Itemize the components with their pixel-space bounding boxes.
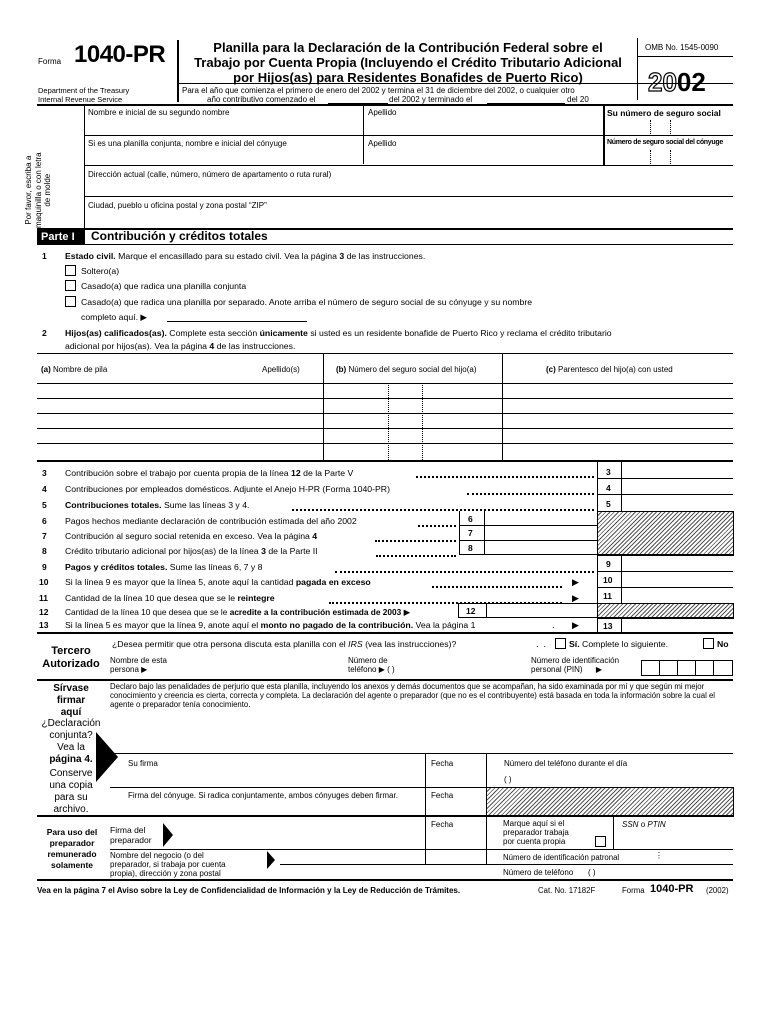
header-divider-right [637, 38, 638, 100]
designee-name-input[interactable] [185, 664, 340, 676]
spouse-full-name-label: completo aquí. ▶ [81, 312, 148, 322]
spouse-ssn-input[interactable] [607, 150, 731, 164]
joint-return-note: ¿Declaración conjunta? Vea la página 4. [41, 718, 101, 765]
filing-status-separate-label: Casado(a) que radica una planilla por separado. Anote arriba el número de seguro social de su cónyuge y su nombre [81, 297, 533, 307]
first-name-label: Nombre e inicial de su segundo nombre [88, 108, 230, 117]
child-first-name-header: (a) Nombre de pila [41, 365, 108, 374]
city-label: Ciudad, pueblo u oficina postal y zona postal “ZIP” [88, 201, 267, 210]
print-instruction-side-label: Por favor, escriba a maquinilla o con letra de molde [24, 152, 52, 228]
form-number: 1040-PR [74, 41, 166, 68]
third-party-question: ¿Desea permitir que otra persona discuta esta planilla con el IRS (vea las instrucciones)? [112, 639, 457, 649]
address-input[interactable] [88, 181, 728, 195]
child-ssn-header: (b) Número del seguro social del hijo(a) [336, 365, 477, 374]
filing-status-joint-label: Casado(a) que radica una planilla conjunta [81, 281, 247, 291]
tax-period-line1: Para el año que comienza el primero de enero del 2002 y termina el 31 de diciembre del 2002, o cualquier otro [182, 86, 575, 95]
filing-status-joint-checkbox[interactable] [65, 280, 76, 291]
form-title: Planilla para la Declaración de la Contribución Federal sobre el Trabajo por Cuenta Propia (Incluyendo el Crédito Tributario Adicional por Hijos(as) para Residentes Bonafides de Puerto Rico) [194, 40, 622, 85]
child-row [37, 413, 733, 414]
city-input[interactable] [88, 212, 728, 226]
designee-name-label: Nombre de esta persona ▶ [110, 656, 167, 674]
preparer-signature-label: Firma del preparador [110, 825, 152, 845]
forma-label: Forma [38, 57, 62, 66]
keep-copy-note: Conserve una copia para su archivo. [49, 768, 93, 815]
third-party-yes-label: Sí. Complete lo siguiente. [569, 639, 669, 649]
daytime-phone-parens: ( ) [504, 775, 512, 784]
line-6-label: Pagos hechos mediante declaración de contribución estimada del año 2002 [65, 516, 357, 526]
line-9-label: Pagos y créditos totales. Sume las líneas 6, 7 y 8 [65, 562, 263, 572]
ssn-ptin-input[interactable] [622, 833, 730, 846]
line-8-label: Crédito tributario adicional por hijos(as) de la línea 3 de la Parte II [65, 546, 318, 556]
ssn-ptin-label: SSN o PTIN [622, 820, 666, 829]
line-5-label: Contribuciones totales. Sume las líneas 3 y 4. [65, 500, 250, 510]
spouse-signature-label: Firma del cónyuge. Si radica conjuntamente, ambos cónyuges deben firmar. [128, 791, 398, 800]
preparer-arrow-icon [163, 823, 173, 847]
firm-name-label: Nombre del negocio (o del preparador, si trabaja por cuenta propia), dirección y zona postal [110, 851, 226, 878]
firm-arrow-icon [267, 851, 275, 869]
sign-arrow-icon [96, 732, 118, 782]
your-signature-label: Su firma [128, 759, 158, 768]
filing-status-separate-checkbox[interactable] [65, 296, 76, 307]
spouse-date-label: Fecha [431, 791, 454, 800]
spouse-full-name-input[interactable] [167, 310, 307, 321]
tax-period-start-label: año contributivo comenzado el [207, 95, 316, 104]
filing-status-instruction: Estado civil. Marque el encasillado para su estado civil. Vea la página 3 de las instrucciones. [65, 251, 426, 261]
daytime-phone-label: Número del teléfono durante el día [504, 759, 628, 768]
line-13-label: Si la línea 5 es mayor que la línea 9, anote aquí el monto no pagado de la contribución. Vea la página 1 [65, 620, 476, 630]
self-employed-checkbox[interactable] [595, 836, 606, 847]
address-label: Dirección actual (calle, número, número de apartamento o ruta rural) [88, 170, 332, 179]
child-row [37, 443, 733, 444]
perjury-declaration: Declaro bajo las penalidades de perjurio que esta planilla, incluyendo los anexos y demás documentos que se acompañan, ha sido examinada por mí y que según mi mejor conocimiento y creencia es cierta, correcta y completa. La declaración del agente o preparador (que no es el contribuyente) está basada en toda la información sobre la cual el agente o preparador tenía conocimiento. [110, 682, 716, 709]
ssn-input[interactable] [607, 120, 731, 134]
ssn-label: Su número de seguro social [607, 108, 721, 118]
spouse-name-label: Si es una planilla conjunta, nombre e inicial del cónyuge [88, 139, 287, 148]
footer-year: (2002) [706, 886, 729, 895]
omb-number: OMB No. 1545-0090 [645, 43, 719, 52]
line-10-label: Si la línea 9 es mayor que la línea 5, anote aquí la cantidad pagada en exceso [65, 577, 371, 587]
qualifying-children-instruction: Hijos(as) calificados(as). Complete esta sección únicamente si usted es un residente bonafide de Puerto Rico y reclama el crédito tributario [65, 328, 612, 338]
child-row [37, 398, 733, 399]
tax-period-end-year: del 20 [567, 95, 589, 104]
filing-status-single-label: Soltero(a) [81, 266, 120, 276]
privacy-notice: Vea en la página 7 el Aviso sobre la Ley de Confidencialidad de Información y la Ley de Reducción de Trámites. [37, 886, 461, 895]
spouse-last-name-label: Apellido [368, 139, 397, 148]
designee-pin-boxes[interactable] [641, 660, 733, 676]
last-name-input[interactable] [368, 118, 598, 132]
tax-year: 2002 [648, 67, 706, 97]
line-11-label: Cantidad de la línea 10 que desea que se le reintegre [65, 593, 275, 603]
third-party-designee-title: Tercero Autorizado [42, 645, 100, 670]
child-last-name-header: Apellido(s) [262, 365, 300, 374]
first-name-input[interactable] [88, 118, 358, 132]
self-employed-label: Marque aquí si el preparador trabaja por cuenta propia [503, 819, 569, 846]
department: Department of the Treasury [38, 86, 130, 95]
firm-name-input[interactable] [280, 852, 480, 864]
your-date-label: Fecha [431, 759, 454, 768]
designee-pin-label: Número de identificación personal (PIN) ▶ [531, 656, 620, 674]
line-4-label: Contribuciones por empleados domésticos. Adjunte el Anejo H-PR (Forma 1040-PR) [65, 484, 390, 494]
irs-name: Internal Revenue Service [38, 95, 123, 104]
header-divider-left [177, 40, 179, 102]
paid-preparer-title: Para uso del preparador remunerado solamente [46, 827, 98, 870]
part-1-title: Contribución y créditos totales [91, 229, 268, 243]
last-name-label: Apellido [368, 108, 397, 117]
ein-label: Número de identificación patronal [503, 853, 620, 862]
preparer-date-label: Fecha [431, 820, 454, 829]
line-7-label: Contribución al seguro social retenida en exceso. Vea la página 4 [65, 531, 318, 541]
your-signature-input[interactable] [128, 770, 418, 784]
your-date-input[interactable] [431, 770, 481, 784]
preparer-phone-label: Número de teléfono [503, 868, 574, 877]
part-1-badge: Parte I [37, 230, 85, 244]
qualifying-children-instruction-2: adicional por hijos(as). Vea la página 4 de las instrucciones. [65, 341, 296, 351]
line-12-label: Cantidad de la línea 10 que desea que se le acredite a la contribución estimada de 2003 ▶ [65, 607, 410, 617]
spouse-last-name-input[interactable] [368, 150, 598, 164]
preparer-signature-input[interactable] [178, 830, 418, 844]
footer-form-number: 1040-PR [650, 883, 694, 895]
line-3-label: Contribución sobre el trabajo por cuenta propia de la línea 12 de la Parte V [65, 468, 354, 478]
tax-period-end-label: del 2002 y terminado el [389, 95, 473, 104]
preparer-phone-parens: ( ) [588, 868, 596, 877]
hatched-area [486, 787, 734, 817]
designee-phone-label: Número de teléfono ▶ ( ) [348, 656, 395, 674]
third-party-no-label: No [717, 639, 729, 649]
sign-here-title: Sírvase firmar aquí [53, 683, 89, 718]
spouse-first-name-input[interactable] [88, 150, 358, 164]
spouse-ssn-label: Número de seguro social del cónyuge [607, 139, 723, 146]
child-row [37, 428, 733, 429]
footer-form-label: Forma [622, 886, 645, 895]
third-party-yes-checkbox[interactable] [555, 638, 566, 649]
filing-status-single-checkbox[interactable] [65, 265, 76, 276]
child-relationship-header: (c) Parentesco del hijo(a) con usted [546, 365, 673, 374]
hatched-area [597, 511, 734, 556]
third-party-no-checkbox[interactable] [703, 638, 714, 649]
spouse-signature-input[interactable] [128, 802, 418, 814]
catalog-number: Cat. No. 17182F [538, 886, 596, 895]
